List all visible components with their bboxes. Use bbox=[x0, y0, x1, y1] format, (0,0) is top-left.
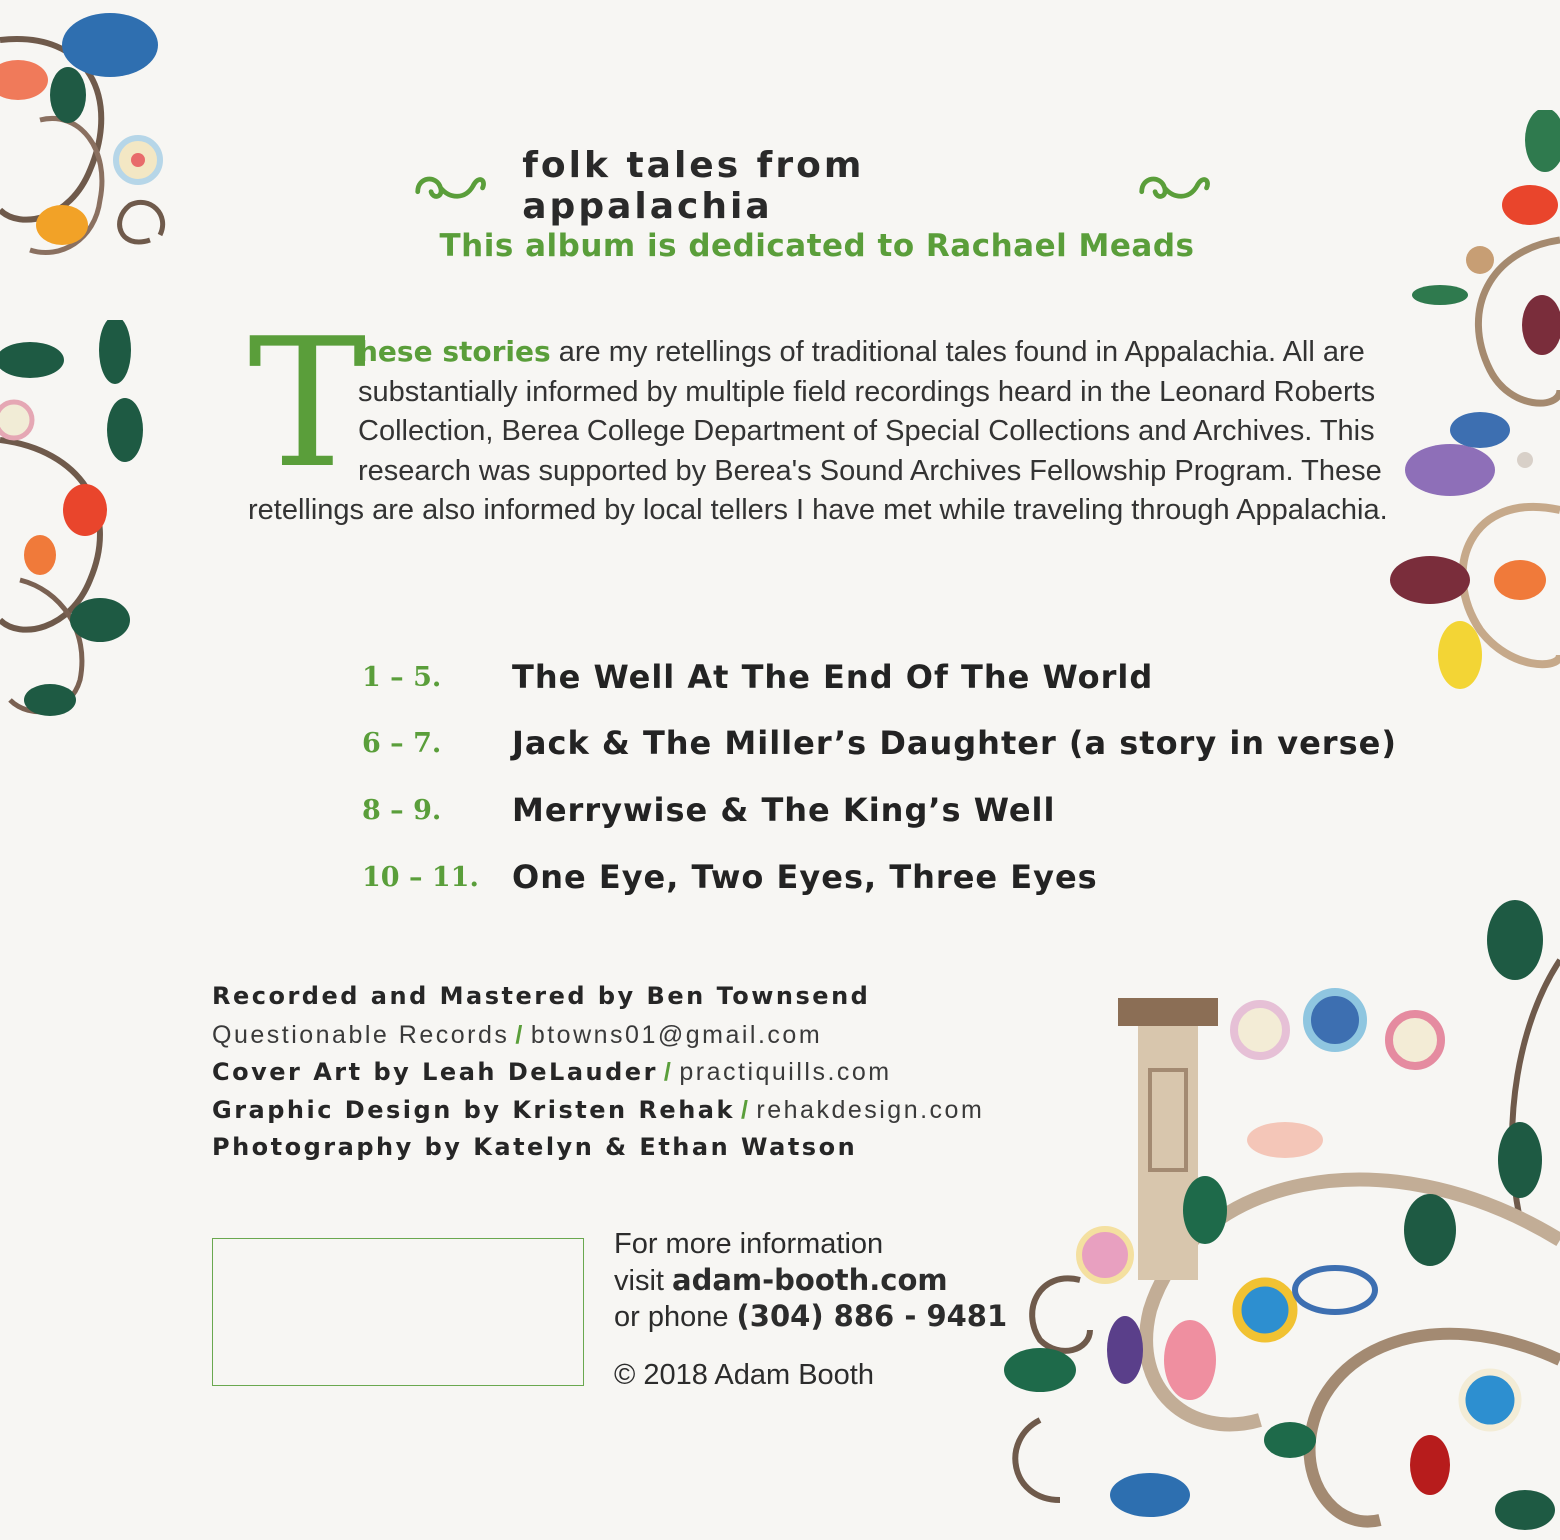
graphic-design-credit: Graphic Design by Kristen Rehak bbox=[212, 1096, 735, 1124]
track-row bbox=[362, 852, 1098, 902]
track-title: Jack & The Miller’s Daughter (a story in verse) bbox=[512, 724, 1397, 762]
info-line: For more information bbox=[614, 1228, 884, 1260]
photography-credit: Photography by Katelyn & Ethan Watson bbox=[212, 1133, 858, 1161]
intro-body: are my retellings of traditional tales found in Appalachia. All are substantially informed by multiple field recordings heard in the Leonard Roberts Collection, Berea College Department of Special Collections and Archives. This research was supported by Berea's Sound Archives Fellowship Program. These retellings are also informed by local tellers I have met while traveling through Appalachia. bbox=[248, 336, 1388, 526]
phone-number: (304) 886 - 9481 bbox=[736, 1299, 1008, 1333]
credit-recorded-text: Recorded and Mastered by Ben Townsend bbox=[212, 982, 871, 1010]
subtitle-row bbox=[412, 145, 1212, 227]
track-title: Merrywise & The King’s Well bbox=[512, 791, 1056, 829]
visit-text: visit bbox=[614, 1265, 672, 1297]
track-row bbox=[362, 652, 1153, 702]
credit-graphic-design bbox=[212, 1096, 984, 1125]
track-title: One Eye, Two Eyes, Three Eyes bbox=[512, 858, 1098, 896]
intro-paragraph bbox=[248, 300, 1418, 531]
phone-prefix: or phone bbox=[614, 1301, 737, 1333]
intro-lead: hese stories bbox=[358, 335, 551, 368]
separator-slash: / bbox=[515, 1021, 525, 1049]
credit-recorded bbox=[212, 982, 870, 1011]
copyright: © 2018 Adam Booth bbox=[614, 1359, 874, 1391]
graphic-design-site: rehakdesign.com bbox=[756, 1096, 985, 1124]
separator-slash: / bbox=[740, 1096, 751, 1124]
separator-slash: / bbox=[663, 1058, 674, 1086]
phone-line bbox=[614, 1299, 1007, 1334]
credit-cover-art bbox=[212, 1058, 892, 1087]
credit-photography bbox=[212, 1133, 857, 1162]
record-label: Questionable Records bbox=[212, 1021, 510, 1049]
cover-art-credit: Cover Art by Leah DeLauder bbox=[212, 1058, 658, 1086]
track-title: The Well At The End Of The World bbox=[512, 658, 1154, 696]
track-number: 6 – 7. bbox=[362, 727, 442, 759]
website-line bbox=[614, 1263, 948, 1298]
track-row bbox=[362, 718, 1397, 768]
drop-cap: T bbox=[248, 300, 367, 507]
track-number: 10 – 11. bbox=[362, 861, 479, 893]
flourish-right-icon bbox=[1136, 166, 1212, 206]
track-row bbox=[362, 785, 1055, 835]
track-number: 1 – 5. bbox=[362, 661, 442, 693]
dedication: This album is dedicated to Rachael Meads bbox=[439, 228, 1195, 264]
album-subtitle: folk tales from appalachia bbox=[522, 145, 865, 227]
track-number: 8 – 9. bbox=[362, 794, 442, 826]
label-email: btowns01@gmail.com bbox=[530, 1021, 823, 1049]
barcode-placeholder-box bbox=[212, 1238, 584, 1386]
flourish-left-icon bbox=[412, 166, 488, 206]
credit-label bbox=[212, 1021, 822, 1050]
cover-art-site: practiquills.com bbox=[679, 1058, 892, 1086]
website-link[interactable]: adam-booth.com bbox=[672, 1263, 948, 1297]
